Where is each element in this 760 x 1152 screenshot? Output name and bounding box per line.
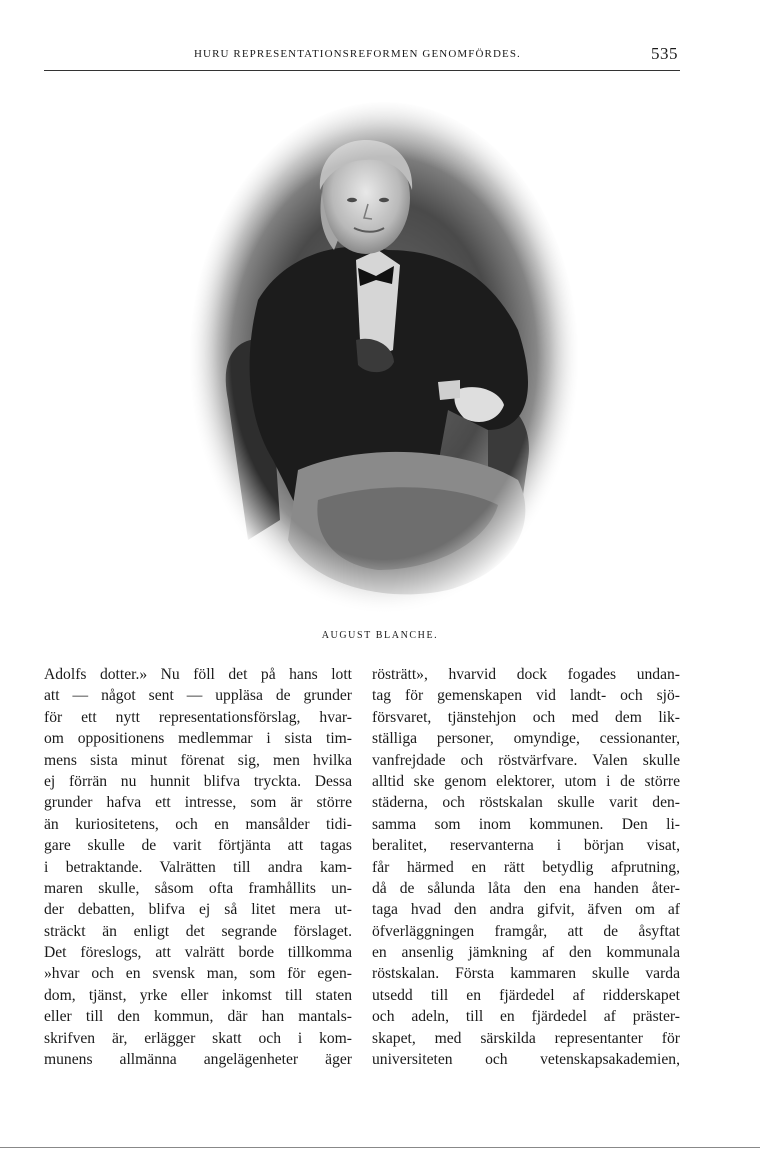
text-line: gare skulle de varit förtjänta att tagas bbox=[44, 837, 352, 855]
text-line: grunder hafva ett intresse, som är större bbox=[44, 794, 352, 812]
text-line: Det föreslogs, att valrätt borde tillkomma bbox=[44, 944, 352, 962]
vignette-fade bbox=[188, 100, 580, 616]
text-line: vanfrejdade och röstvärfvare. Valen skulle bbox=[372, 751, 680, 769]
text-line: och adeln, till en fjärdedel af präster- bbox=[372, 1008, 680, 1026]
text-line: beralitet, reservanterna i början visat, bbox=[372, 837, 680, 855]
text-line: taga hvad den andra gifvit, äfven om af bbox=[372, 901, 680, 919]
text-line: dom, tjänst, yrke eller inkomst till staten bbox=[44, 986, 352, 1004]
text-column-right bbox=[372, 664, 680, 1070]
text-line: tag för gemenskapen vid landt- och sjö- bbox=[372, 687, 680, 705]
text-line: skapet, med särskilda representanter för bbox=[372, 1029, 680, 1047]
text-line: munens allmänna angelägenheter äger bbox=[44, 1051, 352, 1069]
text-line: för ett nytt representationsförslag, hvar- bbox=[44, 708, 352, 726]
text-line: att — något sent — uppläsa de grunder bbox=[44, 687, 352, 705]
text-line: ställiga personer, omyndige, cessionanter, bbox=[372, 730, 680, 748]
text-line: sträckt än enligt det segrande förslaget. bbox=[44, 922, 352, 940]
text-line: alltid ske genom elektorer, utom i de större bbox=[372, 772, 680, 790]
text-line: om oppositionens medlemmar i sista tim- bbox=[44, 730, 352, 748]
figure-caption: AUGUST BLANCHE. bbox=[321, 630, 439, 641]
text-column-left bbox=[44, 664, 352, 1070]
text-line: i betraktande. Valrätten till andra kam- bbox=[44, 858, 352, 876]
text-line: röstskalan. Första kammaren skulle varda bbox=[372, 965, 680, 983]
text-line: försvaret, tjänstehjon och med dem lik- bbox=[372, 708, 680, 726]
page-number: 535 bbox=[651, 44, 678, 63]
text-line: städerna, och röstskalan skulle varit den- bbox=[372, 794, 680, 812]
text-line: öfverläggningen framgår, att de åsyftat bbox=[372, 922, 680, 940]
text-line: eller till den kommun, där han mantals- bbox=[44, 1008, 352, 1026]
text-line: maren skulle, såsom ofta framhållits un- bbox=[44, 879, 352, 897]
text-line: »hvar och en svensk man, som för egen- bbox=[44, 965, 352, 983]
text-line: ej förrän nu hunnit blifva tryckta. Dessa bbox=[44, 772, 352, 790]
text-line: rösträtt», hvarvid dock fogades undan- bbox=[372, 666, 680, 683]
page-header bbox=[44, 44, 680, 68]
text-line: får härmed en rätt betydlig afprutning, bbox=[372, 858, 680, 876]
text-line: skrifven är, erlägger skatt och i kom- bbox=[44, 1029, 352, 1047]
text-line: Adolfs dotter.» Nu föll det på hans lott bbox=[44, 666, 352, 683]
text-line: då de sålunda låta den ena handen åter- bbox=[372, 879, 680, 897]
text-line: än kuriositetens, och en mansålder tidi- bbox=[44, 815, 352, 833]
portrait-image bbox=[188, 100, 580, 616]
text-line: universiteten och vetenskapsakademien, bbox=[372, 1051, 680, 1069]
text-line: der debatten, blifva ej så litet mera ut- bbox=[44, 901, 352, 919]
text-line: mens sista minut förenat sig, men hvilka bbox=[44, 751, 352, 769]
running-title: HURU REPRESENTATIONSREFORMEN GENOMFÖRDES. bbox=[194, 48, 521, 60]
text-line: samma som inom kommunen. Den li- bbox=[372, 815, 680, 833]
text-line: en ansenlig jämkning af den kommunala bbox=[372, 944, 680, 962]
page-bottom-edge bbox=[0, 1147, 760, 1148]
text-line: utsedd till en fjärdedel af ridderskapet bbox=[372, 986, 680, 1004]
header-rule bbox=[44, 70, 680, 71]
